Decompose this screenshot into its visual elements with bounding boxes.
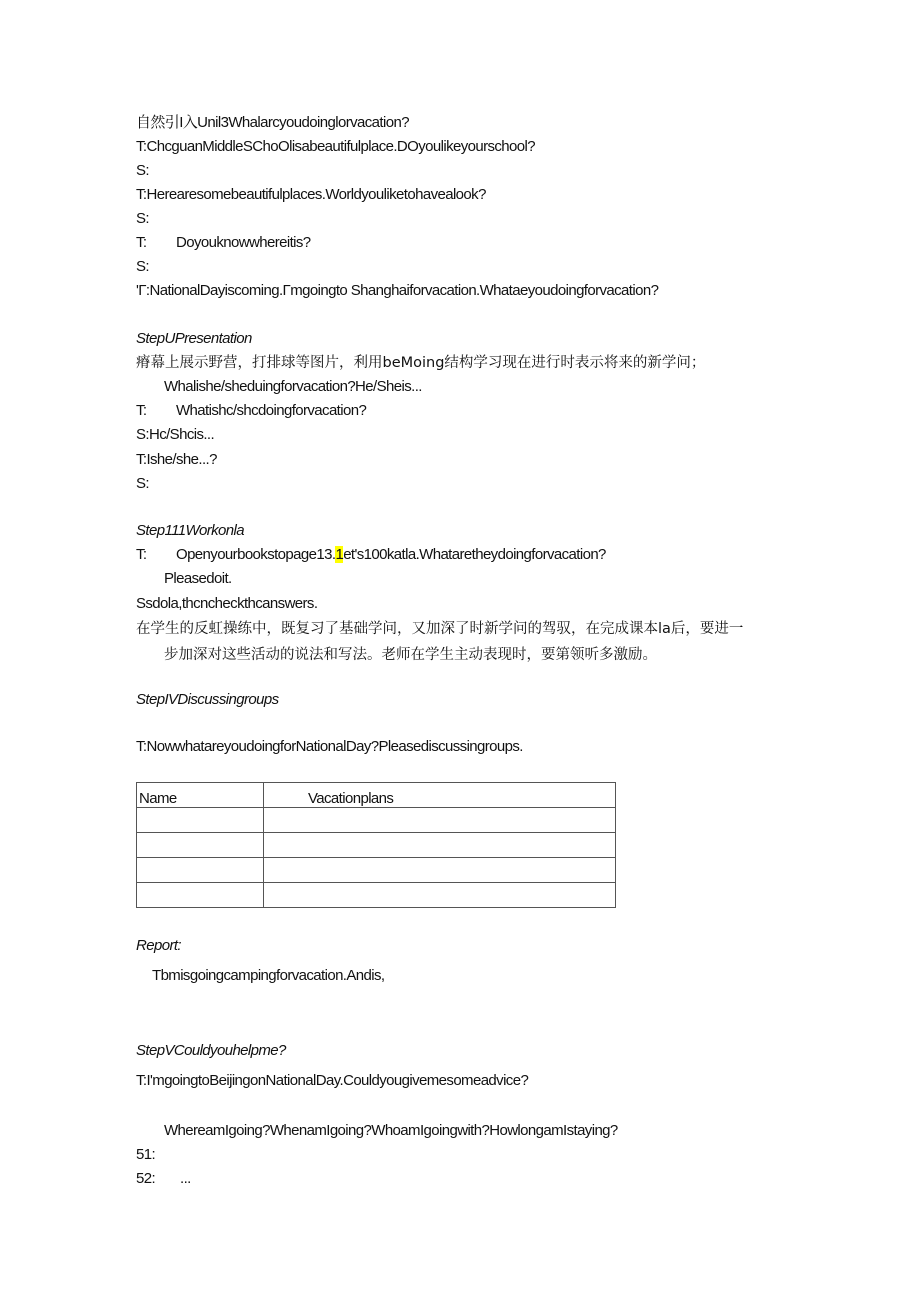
step5-line-4-speaker: 52: <box>136 1170 156 1187</box>
table-cell <box>264 833 616 858</box>
step2-heading: StepUPresentation <box>136 330 252 347</box>
intro-line-4: T:Herearesomebeautifulplaces.Worldyouliketohavealook? <box>136 186 486 203</box>
table-cell <box>137 808 264 833</box>
step2-line-6: S: <box>136 475 149 492</box>
step4-prompt: T:NowwhatareyoudoingforNationalDay?Pleasediscussingroups. <box>136 738 523 755</box>
table-cell <box>137 883 264 908</box>
intro-line-8: 'Γ:NationalDayiscoming.Γmgoingto Shanghaiforvacation.Whataeyoudoingforvacation? <box>136 282 659 299</box>
table-row <box>137 808 616 833</box>
step3-line-1-part-a: Openyourbookstopage13. <box>176 546 336 563</box>
step3-line-1-speaker: T: <box>136 546 147 563</box>
intro-line-6-text: Doyouknowwhereitis? <box>176 234 311 251</box>
table-row <box>137 833 616 858</box>
table-cell <box>137 833 264 858</box>
vacation-plans-table <box>136 782 616 908</box>
report-label: Report: <box>136 937 181 954</box>
table-cell <box>264 883 616 908</box>
step5-line-2: WhereamIgoing?WhenamIgoing?WhoamIgoingwith?HowlongamIstaying? <box>164 1122 618 1139</box>
intro-line-3: S: <box>136 162 149 179</box>
intro-line-5: S: <box>136 210 149 227</box>
table-cell <box>137 858 264 883</box>
highlighted-text: 1 <box>335 546 344 563</box>
step5-line-1: T:I'mgoingtoBeijingonNationalDay.Couldyougivemesomeadvice? <box>136 1072 529 1089</box>
step2-line-5: T:Ishe/she...? <box>136 451 217 468</box>
table-cell <box>264 858 616 883</box>
intro-line-7: S: <box>136 258 149 275</box>
report-text: Tbmisgoingcampingforvacation.Andis, <box>152 967 385 984</box>
step4-heading: StepIVDiscussingroups <box>136 691 279 708</box>
step2-line-2: Whalishe/sheduingforvacation?He/Sheis... <box>164 378 422 395</box>
step2-line-4: S:Hc/Shcis... <box>136 426 215 443</box>
step3-heading: Step111Workonla <box>136 522 245 539</box>
intro-line-2: T:ChcguanMiddleSChoOlisabeautifulplace.DOyoulikeyourschool? <box>136 138 536 155</box>
step3-line-1-text <box>176 545 606 565</box>
step3-line-1-part-b: et's100katla.Whataretheydoingforvacation? <box>343 546 606 563</box>
table-cell <box>264 808 616 833</box>
header-vacation-plans: Vacationplans <box>264 783 616 808</box>
table-row <box>137 858 616 883</box>
step3-line-4: 在学生的反虹操练中，既复习了基础学问，又加深了时新学问的驾驭，在完成课本la后，要进一 <box>136 621 744 637</box>
step2-line-3-text: Whatishc/shcdoingforvacation? <box>176 402 367 419</box>
step3-line-3: Ssdola,thcncheckthcanswers. <box>136 595 318 612</box>
step5-line-3: 51: <box>136 1146 156 1163</box>
intro-line-6-speaker: T: <box>136 234 147 251</box>
step2-line-3-speaker: T: <box>136 402 147 419</box>
step2-line-1: 瘠幕上展示野营，打排球等图片，利用beMoing结构学习现在进行时表示将来的新学问； <box>136 355 706 371</box>
step5-line-4-text: ... <box>180 1170 191 1187</box>
intro-line-1: 自然引I入Unil3Whalarcyoudoinglorvacation? <box>136 114 409 131</box>
table-row <box>137 883 616 908</box>
step5-heading: StepVCouldyouhelpme? <box>136 1042 286 1059</box>
header-name: Name <box>137 783 264 808</box>
step3-line-5: 步加深对这些活动的说法和写法。老师在学生主动表现时，要第领听多激励。 <box>164 647 657 663</box>
table-header-row <box>137 783 616 808</box>
step3-line-2: Pleasedoit. <box>164 570 232 587</box>
